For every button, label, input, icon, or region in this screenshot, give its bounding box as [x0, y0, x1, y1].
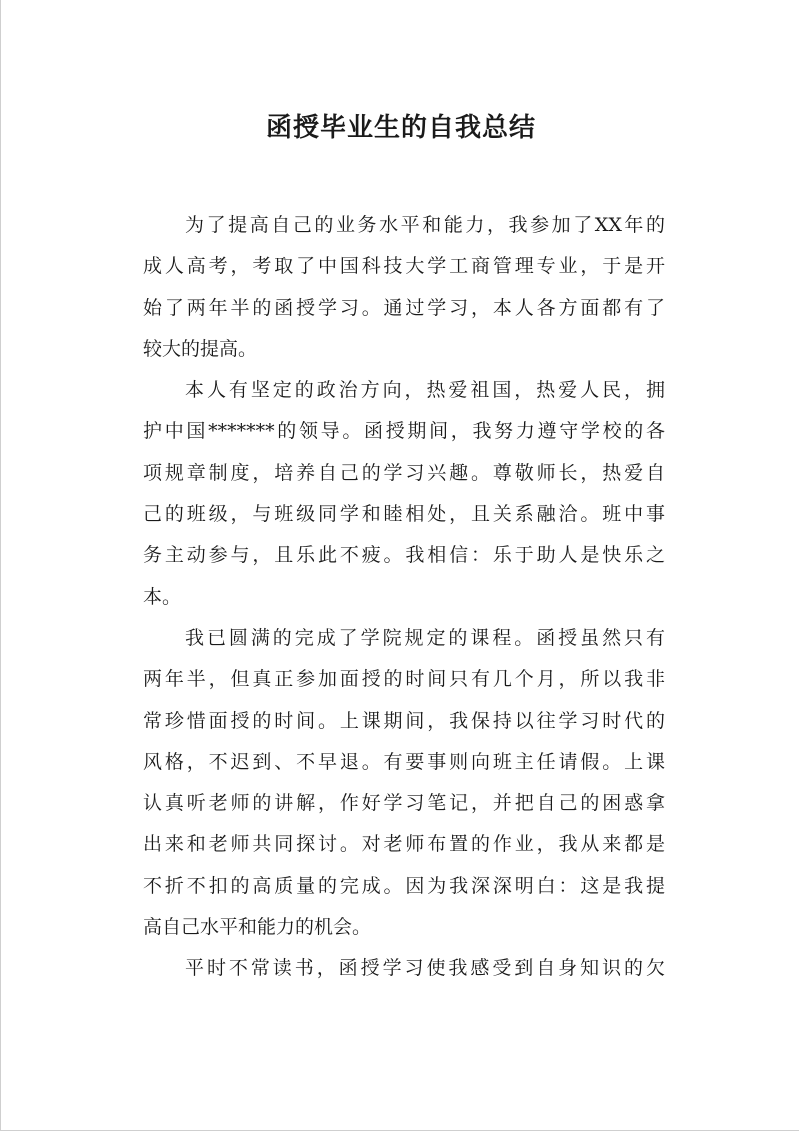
body-text-line: 风格，不迟到、不早退。有要事则向班主任请假。上课 [143, 750, 665, 773]
body-text-line: 本。 [143, 585, 182, 608]
body-text-line: 护中国*******的领导。函授期间，我努力遵守学校的各 [143, 420, 665, 443]
body-text-line: 不折不扣的高质量的完成。因为我深深明白：这是我提 [143, 874, 665, 897]
document-body [143, 205, 665, 990]
body-text-line: 项规章制度，培养自己的学习兴趣。尊敬师长，热爱自 [143, 461, 665, 484]
body-text-line: 成人高考，考取了中国科技大学工商管理专业，于是开 [143, 255, 665, 278]
body-text-line: 己的班级，与班级同学和睦相处，且关系融洽。班中事 [143, 503, 665, 526]
body-text-line: 本人有坚定的政治方向，热爱祖国，热爱人民，拥 [185, 379, 665, 402]
document-title: 函授毕业生的自我总结 [265, 113, 536, 143]
body-text-line: 常珍惜面授的时间。上课期间，我保持以往学习时代的 [143, 709, 665, 732]
body-text-line: 高自己水平和能力的机会。 [143, 916, 372, 939]
body-text-line: 始了两年半的函授学习。通过学习，本人各方面都有了 [143, 296, 665, 319]
body-text-line: 我已圆满的完成了学院规定的课程。函授虽然只有 [185, 626, 665, 649]
body-text-line: 平时不常读书，函授学习使我感受到自身知识的欠 [185, 957, 665, 980]
body-text-line: 两年半，但真正参加面授的时间只有几个月，所以我非 [143, 668, 665, 691]
body-text-line: 较大的提高。 [143, 337, 258, 360]
body-text-line: 认真听老师的讲解，作好学习笔记，并把自己的困惑拿 [143, 792, 665, 815]
body-text-line: 为了提高自己的业务水平和能力，我参加了XX年的 [185, 214, 665, 236]
body-text-line: 务主动参与，且乐此不疲。我相信：乐于助人是快乐之 [143, 544, 665, 567]
body-text-line: 出来和老师共同探讨。对老师布置的作业，我从来都是 [143, 833, 665, 856]
